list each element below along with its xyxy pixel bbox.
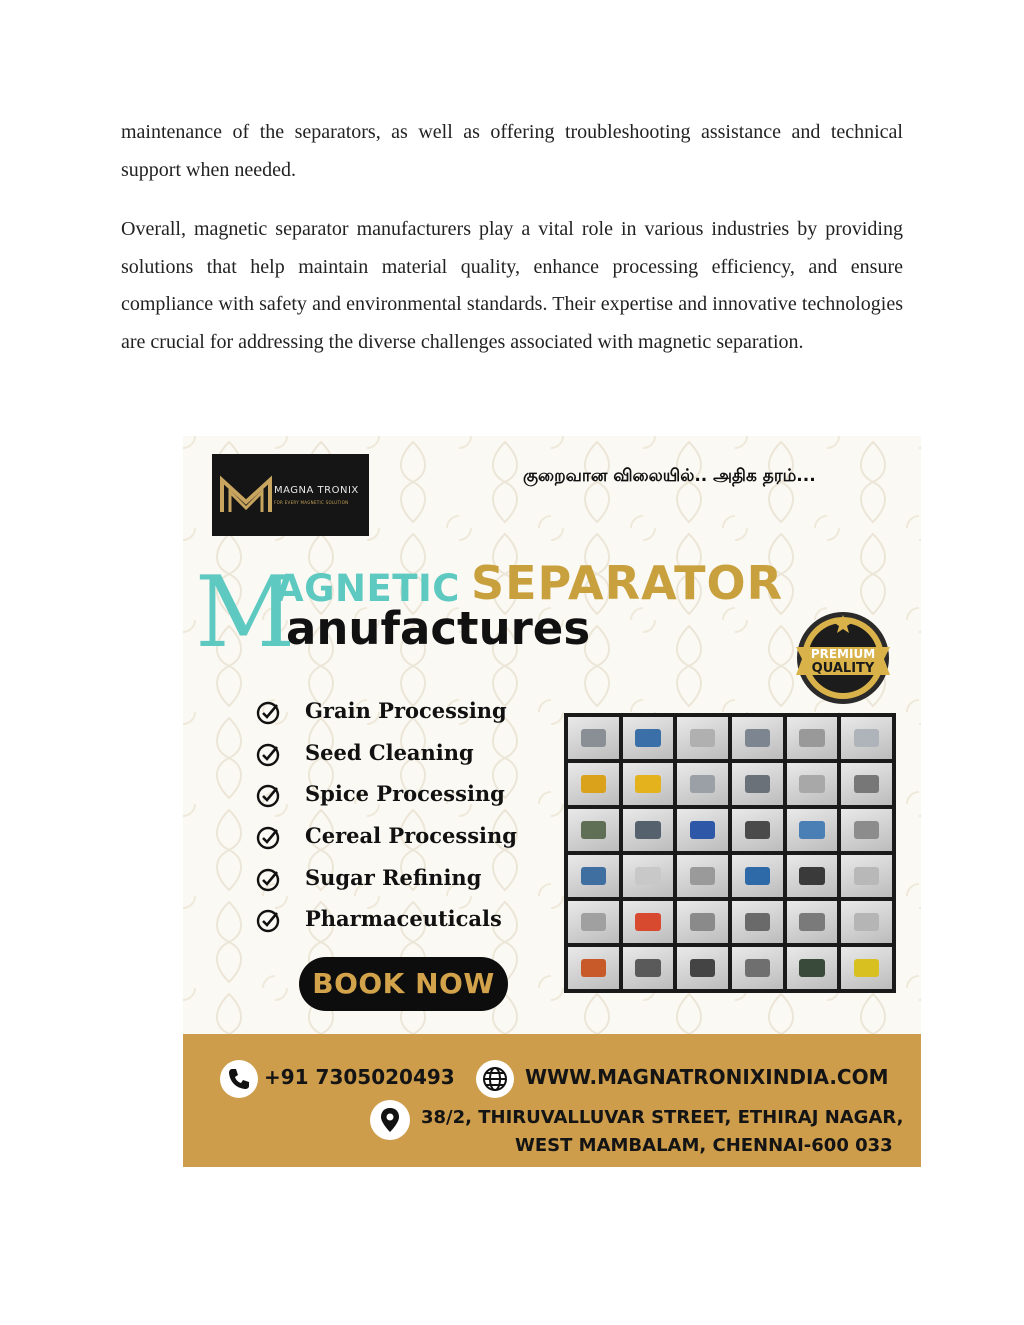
book-now-button[interactable]: BOOK NOW [299, 957, 508, 1011]
check-circle-icon [255, 742, 281, 768]
product-photo [677, 901, 728, 943]
product-photo [732, 947, 783, 989]
product-photo [677, 763, 728, 805]
product-photo [787, 901, 838, 943]
headline-separator: SEPARATOR [471, 556, 783, 610]
address-line-1: 38/2, THIRUVALLUVAR STREET, ETHIRAJ NAGAR, [421, 1107, 904, 1128]
product-photo [623, 717, 674, 759]
product-photo [841, 901, 892, 943]
headline-anufactures: anufactures [286, 602, 591, 655]
logo-name: MAGNA TRONIX [274, 485, 359, 496]
product-photo [787, 809, 838, 851]
tamil-tagline: குறைவான விலையில்.. அதிக தரம்... [523, 466, 816, 486]
check-circle-icon [255, 700, 281, 726]
globe-icon [476, 1060, 514, 1098]
product-photo [568, 717, 619, 759]
product-photo [623, 809, 674, 851]
logo-tagline: FOR EVERY MAGNETIC SOLUTION [274, 500, 349, 505]
check-circle-icon [255, 908, 281, 934]
seal-line1: PREMIUM [810, 647, 876, 661]
headline-agnetic: AGNETIC [275, 567, 460, 610]
advertisement-banner [183, 436, 921, 1167]
product-photo [623, 763, 674, 805]
product-photo [568, 809, 619, 851]
feature-label: Seed Cleaning [305, 739, 474, 765]
contact-footer [183, 1034, 921, 1167]
product-photo [568, 763, 619, 805]
product-photo [841, 809, 892, 851]
product-photo [732, 809, 783, 851]
headline-big-letter: M [195, 556, 296, 670]
product-image-grid [564, 713, 896, 993]
phone-icon [220, 1060, 258, 1098]
website-link[interactable]: WWW.MAGNATRONIXINDIA.COM [525, 1065, 889, 1089]
product-photo [841, 855, 892, 897]
feature-label: Spice Processing [305, 781, 505, 807]
premium-quality-seal [788, 603, 898, 713]
location-pin-icon [370, 1100, 410, 1140]
product-photo [787, 717, 838, 759]
check-circle-icon [255, 867, 281, 893]
check-circle-icon [255, 825, 281, 851]
product-photo [841, 763, 892, 805]
logo-m-mark-icon [218, 472, 274, 518]
body-paragraph-overall: Overall, magnetic separator manufacturers play a vital role in various industries by providing solutions that help maintain material quality, enhance processing efficiency, and ensure compliance with safety and environmental standards. Their expertise and innovative technologies are crucial for addressing the diverse challenges associated with magnetic separation. [121, 218, 903, 353]
product-photo [623, 855, 674, 897]
product-photo [677, 717, 728, 759]
product-photo [568, 855, 619, 897]
body-paragraph-maintenance: maintenance of the separators, as well as offering troubleshooting assistance and technical support when needed. [121, 121, 903, 181]
feature-label: Pharmaceuticals [305, 906, 502, 932]
product-photo [841, 947, 892, 989]
product-photo [677, 947, 728, 989]
phone-number[interactable]: +91 7305020493 [264, 1065, 455, 1089]
magna-tronix-logo [212, 454, 369, 536]
product-photo [677, 855, 728, 897]
product-photo [568, 901, 619, 943]
product-photo [787, 855, 838, 897]
product-photo [568, 947, 619, 989]
product-photo [787, 947, 838, 989]
product-photo [732, 855, 783, 897]
check-circle-icon [255, 783, 281, 809]
product-photo [732, 763, 783, 805]
address-line-2: WEST MAMBALAM, CHENNAI-600 033 [515, 1135, 893, 1156]
seal-line2: QUALITY [811, 661, 875, 676]
product-photo [787, 763, 838, 805]
product-photo [623, 947, 674, 989]
feature-label: Cereal Processing [305, 823, 517, 849]
product-photo [841, 717, 892, 759]
feature-label: Grain Processing [305, 698, 507, 723]
feature-label: Sugar Refining [305, 864, 482, 890]
product-photo [677, 809, 728, 851]
product-photo [623, 901, 674, 943]
product-photo [732, 717, 783, 759]
product-photo [732, 901, 783, 943]
